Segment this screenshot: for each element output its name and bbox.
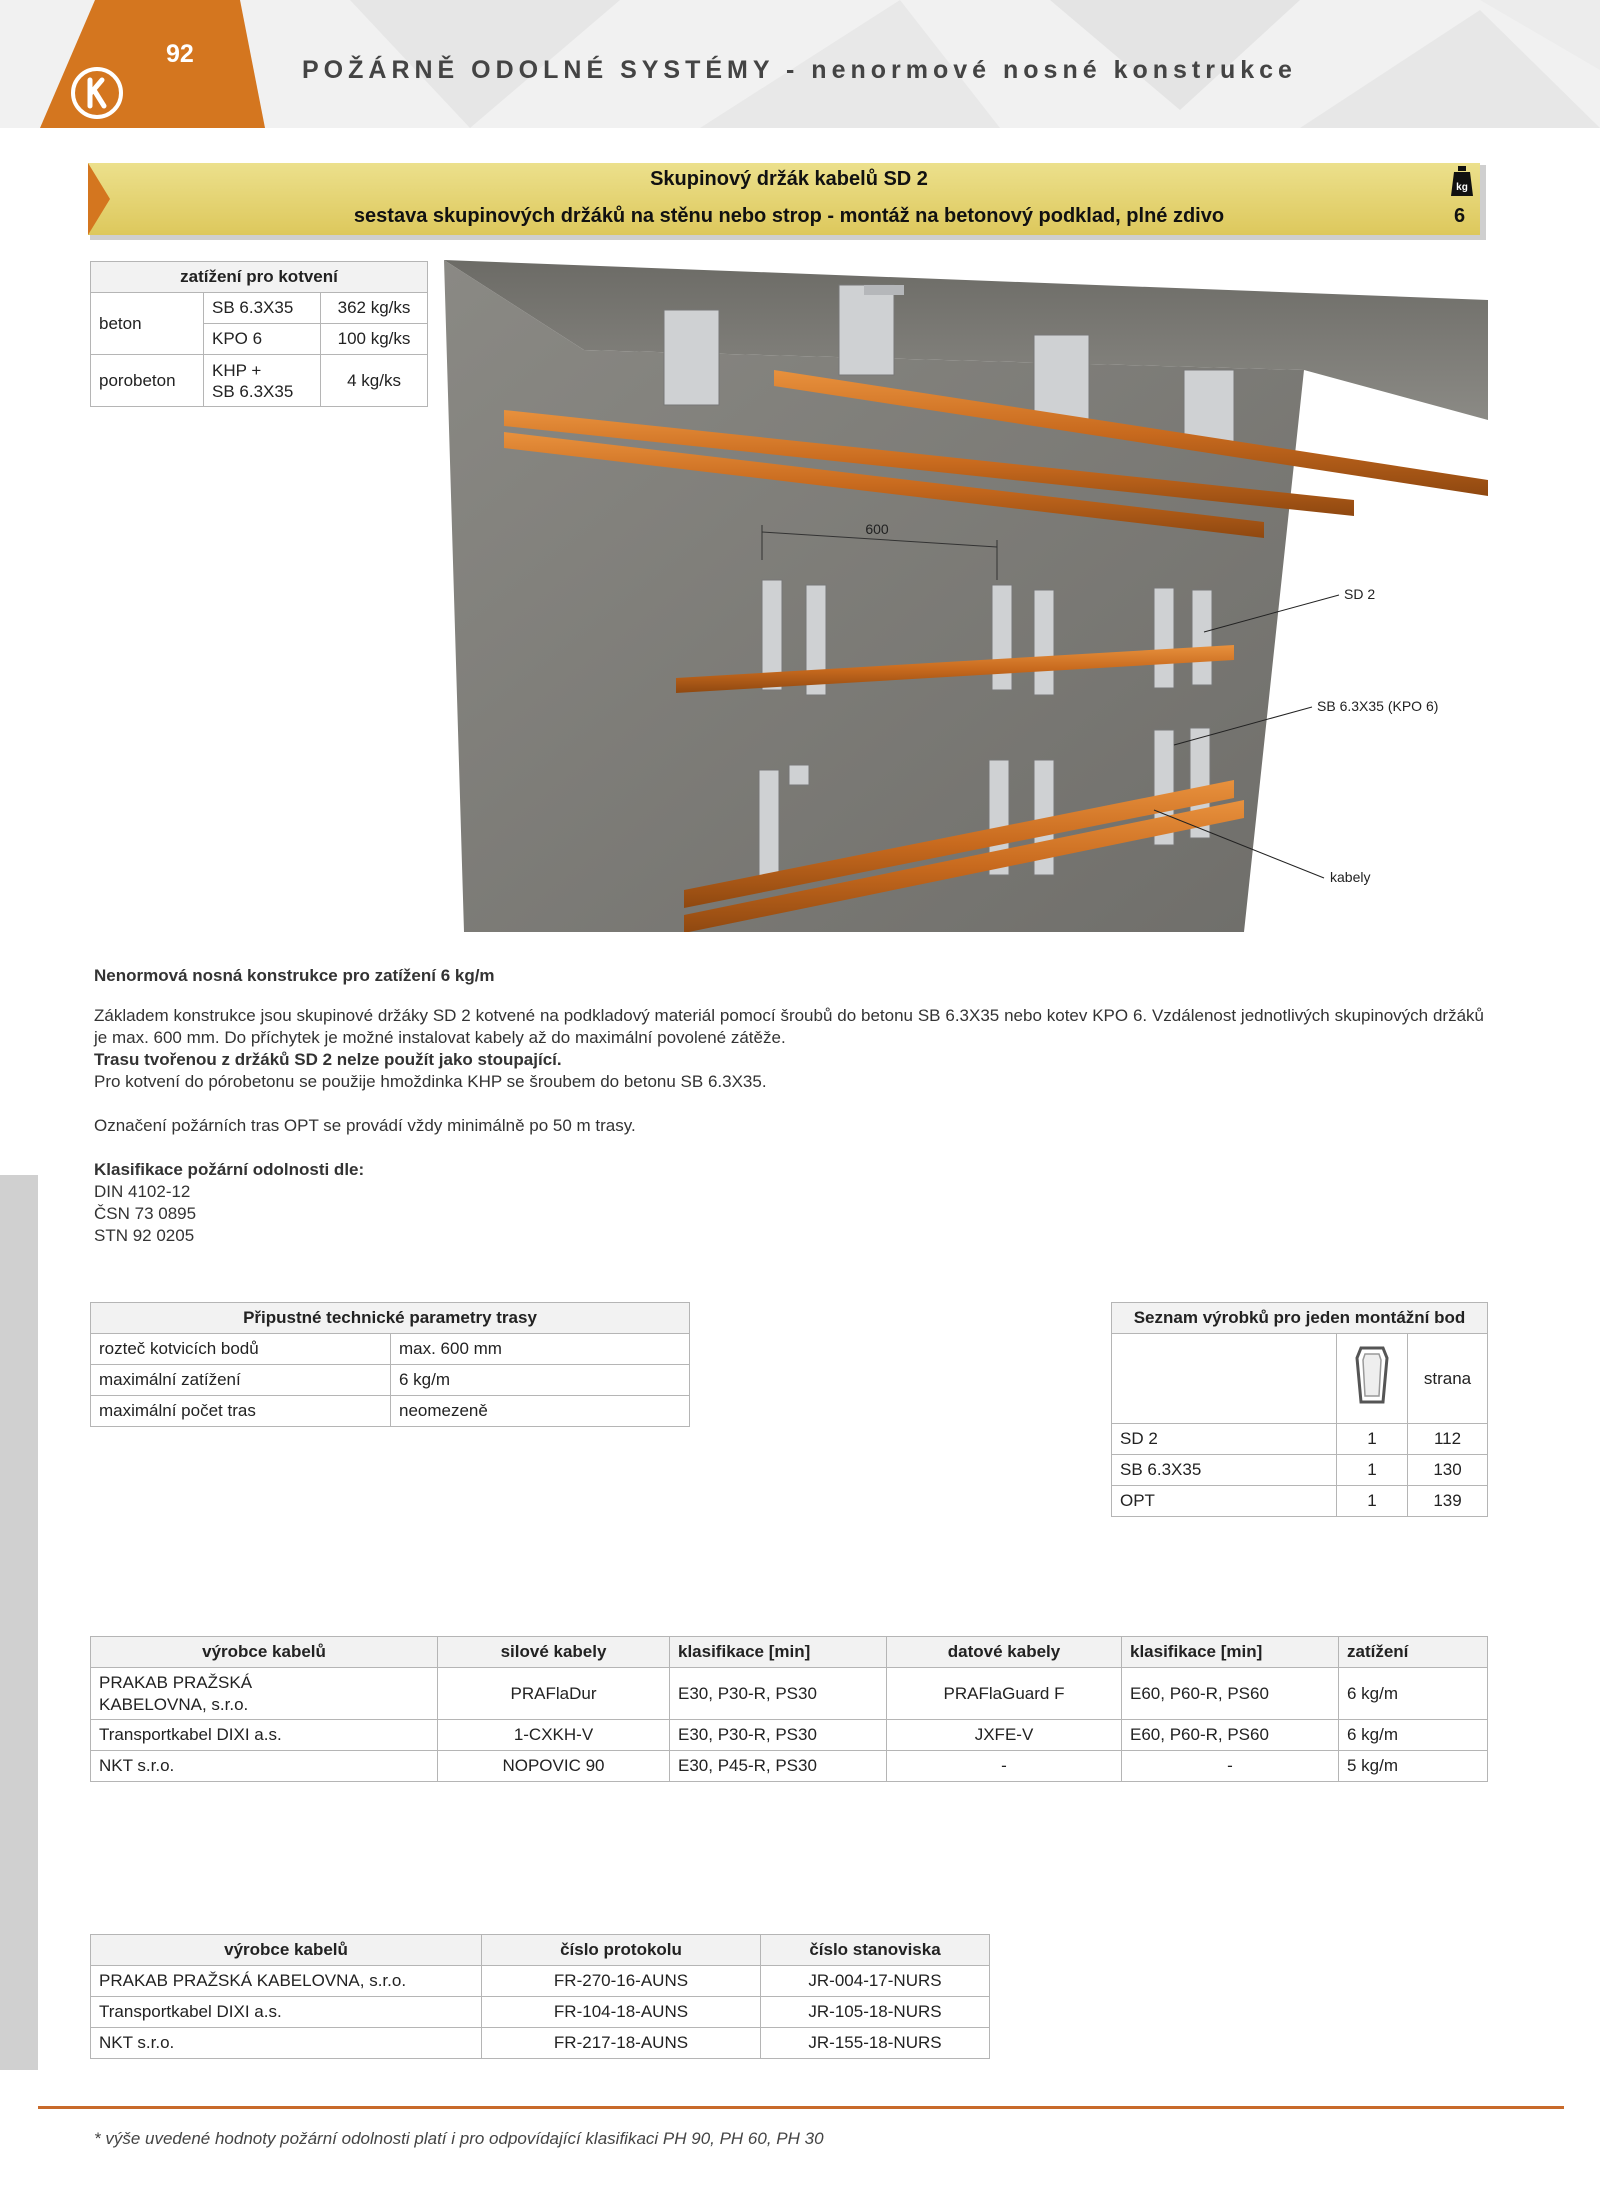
param-label: maximální počet tras	[91, 1396, 391, 1427]
bracket-icon-cell	[1337, 1334, 1408, 1424]
anchor-item-multi	[204, 355, 321, 407]
cables-col-header: klasifikace [min]	[670, 1637, 887, 1668]
description-opt-note: Označení požárních tras OPT se provádí vždy minimálně po 50 m trasy.	[94, 1116, 636, 1135]
product-qty: 1	[1337, 1455, 1408, 1486]
anchor-item: SB 6.3X35	[204, 293, 321, 324]
anchor-value: 4 kg/ks	[321, 355, 428, 407]
anchor-table-header: zatížení pro kotvení	[91, 262, 428, 293]
protocol-col-header: číslo stanoviska	[761, 1935, 990, 1966]
dimension-label: 600	[865, 521, 889, 537]
product-page: 139	[1408, 1486, 1488, 1517]
products-blank-cell	[1112, 1334, 1337, 1424]
banner-subtitle: sestava skupinových držáků na stěnu nebo strop - montáž na betonový podklad, plné zdivo	[353, 205, 1225, 227]
anchor-item: KPO 6	[204, 324, 321, 355]
footnote: * výše uvedené hodnoty požární odolnosti platí i pro odpovídající klasifikaci PH 90, PH 60, PH 30	[94, 2129, 824, 2148]
cable-maker-line: KABELOVNA, s.r.o.	[99, 1694, 249, 1714]
product-qty: 1	[1337, 1424, 1408, 1455]
standard-item: STN 92 0205	[94, 1226, 195, 1245]
product-name: OPT	[1112, 1486, 1337, 1517]
products-table-header: Seznam výrobků pro jeden montážní bod	[1112, 1303, 1488, 1334]
param-value: max. 600 mm	[391, 1334, 690, 1365]
opinion-number: JR-004-17-NURS	[761, 1966, 990, 1997]
protocol-number: FR-104-18-AUNS	[482, 1997, 761, 2028]
weight-icon	[1451, 166, 1473, 196]
anchor-material: porobeton	[91, 355, 204, 407]
standard-item: ČSN 73 0895	[94, 1204, 197, 1223]
cable-data: PRAFlaGuard F	[887, 1668, 1122, 1720]
product-page: 130	[1408, 1455, 1488, 1486]
products-table	[1111, 1302, 1488, 1517]
cable-power: 1-CXKH-V	[438, 1720, 670, 1751]
cables-col-header: výrobce kabelů	[91, 1637, 438, 1668]
cable-power-class: E30, P30-R, PS30	[670, 1720, 887, 1751]
anchor-material: beton	[91, 293, 204, 355]
cable-data: JXFE-V	[887, 1720, 1122, 1751]
parameters-table-header: Připustné technické parametry trasy	[91, 1303, 690, 1334]
param-label: maximální zatížení	[91, 1365, 391, 1396]
page-number: 92	[166, 40, 194, 68]
anchor-value: 362 kg/ks	[321, 293, 428, 324]
protocol-col-header: výrobce kabelů	[91, 1935, 482, 1966]
page-tab	[0, 0, 265, 128]
cable-data-class: E60, P60-R, PS60	[1122, 1668, 1339, 1720]
bracket-icon	[1353, 1344, 1391, 1408]
cable-data: -	[887, 1751, 1122, 1782]
anchor-value: 100 kg/ks	[321, 324, 428, 355]
description-heading: Nenormová nosná konstrukce pro zatížení 6 kg/m	[94, 966, 495, 985]
weight-icon-label: kg	[1456, 182, 1468, 193]
cables-col-header: klasifikace [min]	[1122, 1637, 1339, 1668]
standard-item: DIN 4102-12	[94, 1182, 191, 1201]
opinion-number: JR-155-18-NURS	[761, 2028, 990, 2059]
param-value: 6 kg/m	[391, 1365, 690, 1396]
product-name: SB 6.3X35	[1112, 1455, 1337, 1486]
cable-maker: Transportkabel DIXI a.s.	[91, 1720, 438, 1751]
description-paragraph: Základem konstrukce jsou skupinové držáky SD 2 kotvené na podkladový materiál pomocí šroubů do betonu SB 6.3X35 nebo kotev KPO 6. Vzdálenost jednotlivých skupinových držáků je max. 600 mm. Do příchytek je možné instalovat kabely až do maximální povolené zátěže.	[94, 1006, 1484, 1047]
cable-power: NOPOVIC 90	[438, 1751, 670, 1782]
cable-data-class: -	[1122, 1751, 1339, 1782]
cable-load: 6 kg/m	[1339, 1668, 1488, 1720]
anchor-item-line: KHP +	[212, 360, 262, 380]
protocol-col-header: číslo protokolu	[482, 1935, 761, 1966]
cables-col-header: zatížení	[1339, 1637, 1488, 1668]
protocol-number: FR-270-16-AUNS	[482, 1966, 761, 1997]
cable-load: 6 kg/m	[1339, 1720, 1488, 1751]
side-bar	[0, 1175, 38, 2070]
cables-col-header: datové kabely	[887, 1637, 1122, 1668]
cable-load: 5 kg/m	[1339, 1751, 1488, 1782]
opinion-number: JR-105-18-NURS	[761, 1997, 990, 2028]
description-porobeton-note: Pro kotvení do pórobetonu se použije hmoždinka KHP se šroubem do betonu SB 6.3X35.	[94, 1072, 767, 1091]
footer-divider	[38, 2106, 1564, 2109]
anchor-load-table	[90, 261, 428, 407]
param-label: rozteč kotvicích bodů	[91, 1334, 391, 1365]
cables-col-header: silové kabely	[438, 1637, 670, 1668]
cable-maker: NKT s.r.o.	[91, 1751, 438, 1782]
classification-heading: Klasifikace požární odolnosti dle:	[94, 1160, 365, 1179]
company-logo-icon	[70, 66, 124, 120]
protocol-maker: NKT s.r.o.	[91, 2028, 482, 2059]
cable-power-class: E30, P30-R, PS30	[670, 1668, 887, 1720]
protocol-maker: Transportkabel DIXI a.s.	[91, 1997, 482, 2028]
anchor-item-line: SB 6.3X35	[212, 381, 294, 401]
product-page: 112	[1408, 1424, 1488, 1455]
callout-sd2: SD 2	[1344, 586, 1376, 602]
param-value: neomezeně	[391, 1396, 690, 1427]
banner-title: Skupinový držák kabelů SD 2	[650, 168, 928, 190]
cable-power-class: E30, P45-R, PS30	[670, 1751, 887, 1782]
product-qty: 1	[1337, 1486, 1408, 1517]
protocol-table	[90, 1934, 990, 2059]
cable-power: PRAFlaDur	[438, 1668, 670, 1720]
banner-load-value: 6	[1454, 205, 1466, 227]
description-bold-note: Trasu tvořenou z držáků SD 2 nelze použít jako stoupající.	[94, 1050, 562, 1069]
protocol-maker: PRAKAB PRAŽSKÁ KABELOVNA, s.r.o.	[91, 1966, 482, 1997]
callout-cables: kabely	[1330, 869, 1371, 885]
callout-anchor: SB 6.3X35 (KPO 6)	[1317, 698, 1439, 714]
parameters-table	[90, 1302, 690, 1427]
cables-table	[90, 1636, 1488, 1782]
page-title: POŽÁRNĚ ODOLNÉ SYSTÉMY - nenormové nosné konstrukce	[302, 56, 1297, 84]
protocol-number: FR-217-18-AUNS	[482, 2028, 761, 2059]
cable-maker	[91, 1668, 438, 1720]
description	[94, 965, 1484, 1247]
cable-maker-line: PRAKAB PRAŽSKÁ	[99, 1672, 253, 1692]
installation-illustration	[444, 260, 1488, 932]
product-name: SD 2	[1112, 1424, 1337, 1455]
cable-data-class: E60, P60-R, PS60	[1122, 1720, 1339, 1751]
products-page-header: strana	[1408, 1334, 1488, 1424]
